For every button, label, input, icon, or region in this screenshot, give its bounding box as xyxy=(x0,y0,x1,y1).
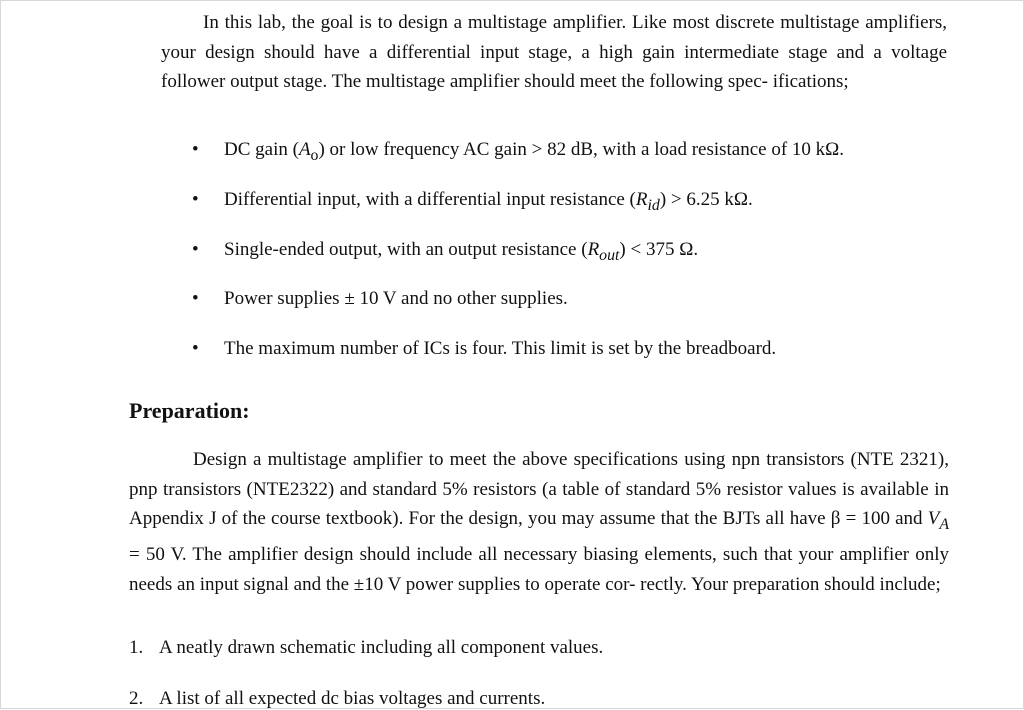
bullet-icon: • xyxy=(192,189,199,210)
intro-paragraph xyxy=(161,8,947,97)
bullet-icon: • xyxy=(192,288,199,309)
spec-text: DC gain $(A_o)$ or low frequency AC gain > 82 dB, with a load resistance of 10 kΩ. xyxy=(224,139,845,164)
spec-text: Power supplies ± 10 V and no other supplies. xyxy=(224,288,568,309)
list-number: 2. xyxy=(129,688,144,709)
spec-text: Differential input, with a differential input resistance $(R_{id}) > 6.25$ kΩ. xyxy=(224,189,753,214)
list-text: A list of all expected dc bias voltages and currents. xyxy=(159,688,546,709)
list-number: 1. xyxy=(129,637,144,658)
bullet-icon: • xyxy=(192,239,199,260)
intro-text: In this lab, the goal is to design a multistage amplifier. Like most discrete multistage amplifiers, your design should have a differential input stage, a high gain intermediate stage and a voltage follower output stage. The multistage amplifier should meet the following spec- ifications; xyxy=(161,12,947,93)
list-item xyxy=(129,688,949,710)
spec-text: Single-ended output, with an output resistance $(R_{out}) < 375$ Ω. xyxy=(224,239,699,264)
list-text: A neatly drawn schematic including all component values. xyxy=(159,637,604,658)
list-item xyxy=(129,637,949,659)
spec-text: The maximum number of ICs is four. This limit is set by the breadboard. xyxy=(224,338,777,359)
bullet-icon: • xyxy=(192,139,199,160)
preparation-paragraph: Design a multistage amplifier to meet the above specifications using npn transistors (NTE 2321), pnp transistors (NTE2322) and standard 5% resistors (a table of standard 5% resistor values is available in Appendix J of the course textbook). For the design, you may assume that the BJTs all have β = 100 and $V_A = 50$ V. The amplifier design should include all necessary biasing elements, such that your amplifier only needs an input signal and the ±10 V power supplies to operate cor- rectly. Your preparation should include; xyxy=(129,449,949,595)
bullet-icon: • xyxy=(192,338,199,359)
section-heading: Preparation: xyxy=(129,398,250,423)
